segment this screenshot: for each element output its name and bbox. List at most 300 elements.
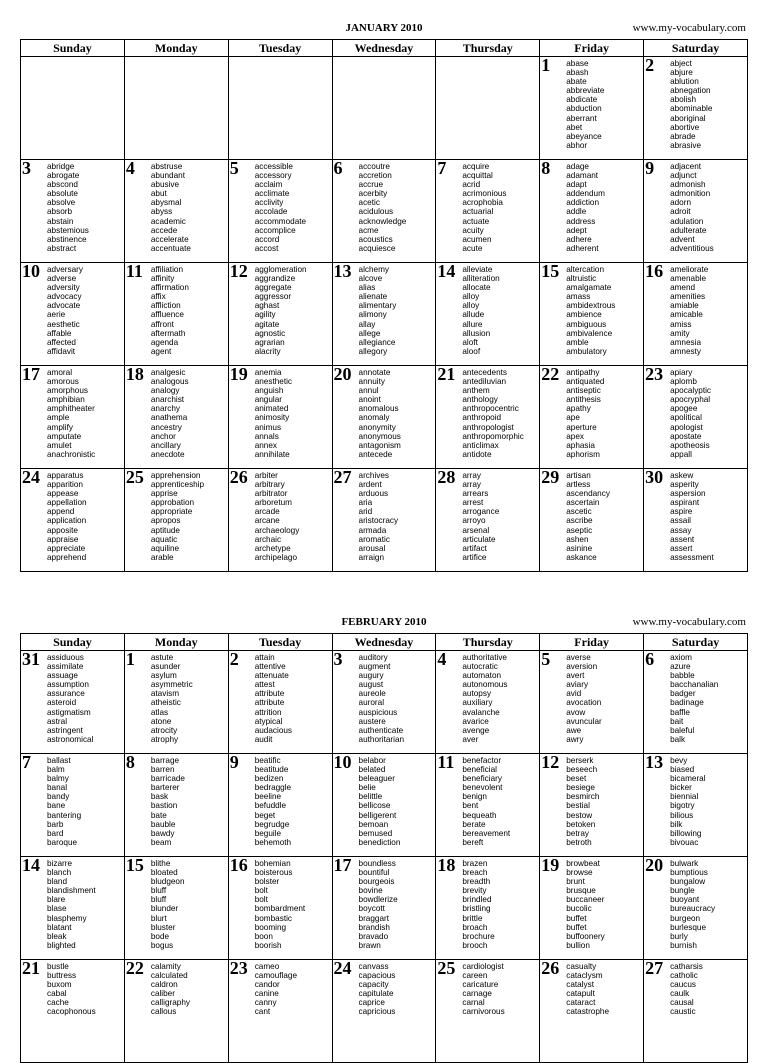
day-cell — [644, 160, 748, 263]
vocabulary-word: amphitheater — [47, 404, 95, 414]
vocabulary-word: antidote — [462, 449, 492, 459]
vocabulary-word: bemoan — [358, 819, 389, 829]
vocabulary-word: boundless — [358, 859, 396, 868]
vocabulary-word: articulate — [462, 534, 496, 544]
vocabulary-word: anthropologist — [462, 422, 514, 432]
vocabulary-word: avow — [566, 707, 586, 717]
vocabulary-word: affable — [47, 328, 72, 338]
vocabulary-word: careen — [462, 971, 488, 981]
vocabulary-word: camouflage — [254, 971, 298, 981]
vocabulary-word: attribute — [254, 698, 285, 708]
vocabulary-word: burnish — [670, 940, 697, 950]
vocabulary-word: blighted — [47, 940, 76, 950]
vocabulary-word: attest — [254, 680, 275, 690]
vocabulary-word: acute — [462, 243, 483, 253]
vocabulary-list — [670, 162, 745, 253]
vocabulary-word: ardent — [358, 480, 382, 490]
vocabulary-word: caulk — [670, 989, 690, 999]
vocabulary-word: baroque — [47, 837, 78, 847]
vocabulary-word: anoint — [358, 395, 381, 405]
vocabulary-word: arraign — [358, 552, 385, 562]
vocabulary-word: accommodate — [254, 216, 307, 226]
vocabulary-word: amiable — [670, 301, 699, 311]
vocabulary-word: bequeath — [462, 810, 497, 820]
vocabulary-word: antediluvian — [462, 377, 507, 387]
day-number: 1 — [541, 56, 551, 75]
vocabulary-word: azure — [670, 662, 691, 672]
vocabulary-word: anonymity — [358, 422, 396, 432]
vocabulary-word: arcade — [254, 507, 280, 517]
vocabulary-word: alcove — [358, 274, 383, 284]
vocabulary-word: abstract — [47, 243, 77, 253]
vocabulary-word: abrogate — [47, 171, 80, 181]
vocabulary-word: bowdlerize — [358, 895, 398, 905]
day-cell — [124, 57, 228, 160]
vocabulary-word: alliteration — [462, 274, 500, 284]
week-row — [21, 754, 748, 857]
vocabulary-word: askance — [566, 552, 597, 562]
day-number: 4 — [125, 159, 135, 178]
vocabulary-word: asunder — [150, 662, 181, 672]
vocabulary-word: audacious — [254, 725, 293, 735]
vocabulary-word: astral — [47, 716, 68, 726]
vocabulary-word: appropriate — [150, 507, 193, 517]
vocabulary-word: allure — [462, 319, 483, 329]
vocabulary-word: annul — [358, 386, 379, 396]
vocabulary-word: blandishment — [47, 886, 96, 896]
day-number: 26 — [229, 468, 248, 487]
vocabulary-word: arbiter — [254, 471, 278, 480]
day-cell — [228, 754, 332, 857]
day-cell — [540, 960, 644, 1063]
vocabulary-list — [462, 756, 537, 847]
day-number: 5 — [541, 650, 551, 669]
vocabulary-word: blase — [47, 904, 67, 914]
vocabulary-word: bizarre — [47, 859, 73, 868]
vocabulary-word: bolster — [254, 877, 280, 887]
vocabulary-word: amorphous — [47, 386, 88, 396]
vocabulary-word: aquiline — [150, 543, 180, 553]
vocabulary-word: badinage — [670, 698, 704, 708]
vocabulary-word: belabor — [358, 756, 386, 765]
vocabulary-word: analgesic — [150, 368, 186, 377]
day-number: 27 — [333, 468, 352, 487]
vocabulary-word: breach — [462, 868, 488, 878]
vocabulary-word: aspirant — [670, 498, 700, 508]
day-cell — [644, 57, 748, 160]
vocabulary-word: antagonism — [358, 440, 401, 450]
month-grid — [20, 633, 748, 1063]
week-row — [21, 366, 748, 469]
day-number: 29 — [541, 468, 560, 487]
day-cell — [436, 366, 540, 469]
vocabulary-word: cache — [47, 998, 69, 1008]
weekday-header: Tuesday — [228, 634, 332, 651]
vocabulary-word: accessory — [254, 171, 292, 181]
vocabulary-list — [47, 756, 122, 847]
vocabulary-word: boycott — [358, 904, 385, 914]
vocabulary-list — [255, 368, 330, 459]
vocabulary-word: caucus — [670, 980, 697, 990]
vocabulary-word: agility — [254, 310, 276, 320]
vocabulary-word: behemoth — [254, 837, 292, 847]
vocabulary-word: beset — [566, 774, 587, 784]
vocabulary-word: atone — [150, 716, 172, 726]
day-number: 18 — [125, 365, 144, 384]
day-cell — [21, 857, 125, 960]
vocabulary-word: astringent — [47, 725, 83, 735]
vocabulary-word: abstain — [47, 216, 74, 226]
day-cell — [540, 366, 644, 469]
week-row — [21, 57, 748, 160]
day-cell — [21, 469, 125, 572]
day-number: 17 — [22, 365, 40, 384]
vocabulary-word: bumptious — [670, 868, 708, 878]
vocabulary-word: bode — [150, 931, 170, 941]
vocabulary-word: catharsis — [670, 962, 703, 971]
vocabulary-word: caldron — [150, 980, 178, 990]
weekday-header: Monday — [124, 40, 228, 57]
vocabulary-list — [566, 962, 641, 1017]
vocabulary-word: banal — [47, 783, 68, 793]
vocabulary-word: apposite — [47, 525, 78, 535]
vocabulary-word: archetype — [254, 543, 291, 553]
vocabulary-word: bicker — [670, 783, 692, 793]
vocabulary-word: anticlimax — [462, 440, 499, 450]
vocabulary-word: catapult — [566, 989, 595, 999]
vocabulary-word: apotheosis — [670, 440, 710, 450]
vocabulary-word: apparatus — [47, 471, 84, 480]
week-row — [21, 263, 748, 366]
vocabulary-word: accost — [254, 243, 279, 253]
vocabulary-word: burgeon — [670, 913, 701, 923]
vocabulary-word: accoutre — [358, 162, 390, 171]
day-cell — [436, 651, 540, 754]
vocabulary-word: audit — [254, 734, 273, 744]
vocabulary-word: bristling — [462, 904, 491, 914]
vocabulary-word: bombardment — [254, 904, 306, 914]
weekday-header-row — [21, 634, 748, 651]
vocabulary-word: beguile — [254, 828, 282, 838]
vocabulary-word: aftermath — [150, 328, 186, 338]
site-url: www.my-vocabulary.com — [632, 616, 746, 628]
day-number: 28 — [437, 468, 456, 487]
vocabulary-word: brittle — [462, 913, 483, 923]
day-cell — [540, 160, 644, 263]
vocabulary-word: brawn — [358, 940, 381, 950]
vocabulary-word: brandish — [358, 922, 390, 932]
vocabulary-word: accentuate — [150, 243, 191, 253]
vocabulary-list — [255, 756, 330, 847]
vocabulary-word: amulet — [47, 440, 72, 450]
vocabulary-word: ambience — [566, 310, 602, 320]
day-cell — [21, 160, 125, 263]
vocabulary-word: anachronistic — [47, 449, 96, 459]
month-title: FEBRUARY 2010 — [341, 616, 427, 628]
vocabulary-word: bullion — [566, 940, 590, 950]
vocabulary-word: advent — [670, 234, 695, 244]
vocabulary-word: barrage — [150, 756, 180, 765]
vocabulary-word: autonomous — [462, 680, 508, 690]
vocabulary-list — [47, 653, 122, 744]
vocabulary-word: ambiguous — [566, 319, 607, 329]
vocabulary-word: bauble — [150, 819, 176, 829]
vocabulary-word: agglomeration — [254, 265, 307, 274]
vocabulary-word: aghast — [254, 301, 280, 311]
vocabulary-word: asinine — [566, 543, 593, 553]
vocabulary-word: antecedents — [462, 368, 507, 377]
day-cell — [21, 366, 125, 469]
day-cell — [540, 263, 644, 366]
day-number: 4 — [437, 650, 447, 669]
vocabulary-list — [462, 859, 537, 950]
vocabulary-word: assuage — [47, 671, 78, 681]
vocabulary-list — [151, 653, 226, 744]
vocabulary-word: addendum — [566, 189, 605, 199]
vocabulary-list — [566, 265, 641, 356]
week-row — [21, 160, 748, 263]
vocabulary-word: aureole — [358, 689, 386, 699]
vocabulary-word: assimilate — [47, 662, 84, 672]
vocabulary-word: bivouac — [670, 837, 699, 847]
vocabulary-word: catalyst — [566, 980, 594, 990]
week-row — [21, 651, 748, 754]
vocabulary-word: bourgeois — [358, 877, 395, 887]
vocabulary-list — [151, 859, 226, 950]
vocabulary-word: blurt — [150, 913, 167, 923]
day-number: 1 — [125, 650, 135, 669]
vocabulary-word: beatitude — [254, 765, 289, 775]
vocabulary-word: approbation — [150, 498, 195, 508]
vocabulary-word: arbitrator — [254, 489, 288, 499]
vocabulary-word: abolish — [670, 95, 697, 105]
vocabulary-word: apocalyptic — [670, 386, 712, 396]
vocabulary-word: aversion — [566, 662, 598, 672]
day-number: 14 — [437, 262, 456, 281]
vocabulary-word: apologist — [670, 422, 703, 432]
vocabulary-word: bestow — [566, 810, 593, 820]
vocabulary-list — [255, 265, 330, 356]
vocabulary-word: allay — [358, 319, 376, 329]
day-number: 21 — [437, 365, 456, 384]
vocabulary-list — [670, 59, 745, 150]
vocabulary-word: august — [358, 680, 384, 690]
vocabulary-word: browbeat — [566, 859, 600, 868]
vocabulary-list — [566, 368, 641, 459]
vocabulary-word: abdicate — [566, 95, 598, 105]
vocabulary-word: acumen — [462, 234, 492, 244]
vocabulary-word: bland — [47, 877, 68, 887]
vocabulary-word: bilious — [670, 810, 694, 820]
vocabulary-word: calculated — [150, 971, 188, 981]
vocabulary-word: acerbity — [358, 189, 388, 199]
vocabulary-word: accelerate — [150, 234, 189, 244]
vocabulary-word: appreciate — [47, 543, 86, 553]
vocabulary-word: bluster — [150, 922, 176, 932]
vocabulary-word: animated — [254, 404, 289, 414]
vocabulary-word: aristocracy — [358, 516, 399, 526]
day-cell — [332, 754, 436, 857]
vocabulary-word: alimony — [358, 310, 387, 320]
vocabulary-word: agrarian — [254, 337, 285, 347]
vocabulary-word: beeline — [254, 792, 282, 802]
vocabulary-word: affirmation — [150, 283, 189, 293]
day-number: 20 — [645, 856, 664, 875]
vocabulary-word: abyss — [150, 207, 173, 217]
vocabulary-word: aphasia — [566, 440, 595, 450]
vocabulary-word: blanch — [47, 868, 72, 878]
vocabulary-word: ambidextrous — [566, 301, 616, 311]
vocabulary-word: amble — [566, 337, 589, 347]
day-number: 5 — [229, 159, 239, 178]
day-cell — [124, 263, 228, 366]
vocabulary-word: agent — [150, 346, 172, 356]
day-number: 23 — [645, 365, 664, 384]
vocabulary-word: anthem — [462, 386, 490, 396]
day-cell — [21, 57, 125, 160]
vocabulary-word: avocation — [566, 698, 602, 708]
vocabulary-word: apiary — [670, 368, 693, 377]
day-cell — [644, 857, 748, 960]
vocabulary-word: ashen — [566, 534, 589, 544]
vocabulary-word: benign — [462, 792, 487, 802]
vocabulary-word: assiduous — [47, 653, 84, 662]
vocabulary-list — [670, 756, 745, 847]
day-number: 7 — [437, 159, 447, 178]
vocabulary-word: canine — [254, 989, 279, 999]
vocabulary-word: burlesque — [670, 922, 707, 932]
vocabulary-word: barb — [47, 819, 64, 829]
vocabulary-word: abjure — [670, 68, 693, 78]
day-number: 2 — [229, 650, 239, 669]
vocabulary-word: ablution — [670, 77, 699, 87]
vocabulary-word: allude — [462, 310, 485, 320]
vocabulary-word: bungalow — [670, 877, 706, 887]
vocabulary-word: belie — [358, 783, 376, 793]
vocabulary-word: autopsy — [462, 689, 492, 699]
vocabulary-word: adversity — [47, 283, 80, 293]
day-number: 16 — [229, 856, 248, 875]
vocabulary-word: benediction — [358, 837, 401, 847]
vocabulary-word: abstinence — [47, 234, 87, 244]
vocabulary-word: address — [566, 216, 596, 226]
vocabulary-word: astronomical — [47, 734, 94, 744]
vocabulary-word: annex — [254, 440, 277, 450]
day-number: 16 — [645, 262, 664, 281]
vocabulary-word: balk — [670, 734, 686, 744]
vocabulary-word: angular — [254, 395, 283, 405]
vocabulary-word: astigmatism — [47, 707, 91, 717]
vocabulary-word: awry — [566, 734, 584, 744]
vocabulary-word: avert — [566, 671, 585, 681]
vocabulary-list — [566, 653, 641, 744]
day-cell — [228, 469, 332, 572]
vocabulary-word: bait — [670, 716, 684, 726]
day-cell — [124, 469, 228, 572]
vocabulary-word: amplify — [47, 422, 73, 432]
vocabulary-word: cant — [254, 1007, 271, 1017]
vocabulary-word: acetic — [358, 198, 380, 208]
vocabulary-list — [462, 368, 537, 459]
day-number: 22 — [125, 959, 144, 978]
vocabulary-word: bulwark — [670, 859, 699, 868]
vocabulary-word: assurance — [47, 689, 85, 699]
vocabulary-word: amputate — [47, 431, 82, 441]
vocabulary-list — [566, 59, 641, 150]
vocabulary-list — [151, 962, 226, 1017]
vocabulary-word: agitate — [254, 319, 280, 329]
day-cell — [644, 263, 748, 366]
vocabulary-word: anarchist — [150, 395, 185, 405]
vocabulary-word: bogus — [150, 940, 174, 950]
vocabulary-word: accord — [254, 234, 280, 244]
vocabulary-list — [47, 368, 122, 459]
vocabulary-word: bent — [462, 801, 479, 811]
vocabulary-word: anecdote — [150, 449, 185, 459]
vocabulary-word: attenuate — [254, 671, 289, 681]
vocabulary-word: buttress — [47, 971, 77, 981]
day-cell — [644, 651, 748, 754]
vocabulary-word: browse — [566, 868, 593, 878]
vocabulary-word: callous — [150, 1007, 177, 1017]
vocabulary-word: addiction — [566, 198, 599, 208]
vocabulary-word: acrophobia — [462, 198, 503, 208]
vocabulary-word: armada — [358, 525, 387, 535]
weekday-header: Thursday — [436, 634, 540, 651]
weekday-header: Saturday — [644, 634, 748, 651]
vocabulary-word: autocratic — [462, 662, 498, 672]
day-cell — [436, 57, 540, 160]
vocabulary-word: abrade — [670, 131, 696, 141]
day-cell — [644, 960, 748, 1063]
vocabulary-word: anthology — [462, 395, 498, 405]
vocabulary-word: antiquated — [566, 377, 605, 387]
vocabulary-word: alimentary — [358, 301, 397, 311]
vocabulary-word: anonymous — [358, 431, 401, 441]
vocabulary-word: attentive — [254, 662, 286, 672]
vocabulary-word: altercation — [566, 265, 604, 274]
vocabulary-word: atypical — [254, 716, 283, 726]
vocabulary-word: breadth — [462, 877, 491, 887]
vocabulary-word: barren — [150, 765, 175, 775]
vocabulary-word: artisan — [566, 471, 591, 480]
day-cell — [228, 57, 332, 160]
vocabulary-word: attribute — [254, 689, 285, 699]
vocabulary-word: baleful — [670, 725, 695, 735]
vocabulary-word: array — [462, 480, 482, 490]
vocabulary-list — [359, 162, 434, 253]
vocabulary-word: abut — [150, 189, 167, 199]
vocabulary-word: cacophonous — [47, 1007, 96, 1017]
vocabulary-word: analogous — [150, 377, 189, 387]
vocabulary-list — [255, 162, 330, 253]
vocabulary-word: aviary — [566, 680, 589, 690]
vocabulary-word: beseech — [566, 765, 598, 775]
day-number: 11 — [125, 262, 143, 281]
vocabulary-word: avenge — [462, 725, 490, 735]
vocabulary-word: bravado — [358, 931, 389, 941]
vocabulary-word: ameliorate — [670, 265, 709, 274]
vocabulary-word: authoritative — [462, 653, 507, 662]
vocabulary-word: auditory — [358, 653, 388, 662]
vocabulary-word: bleak — [47, 931, 67, 941]
vocabulary-word: atlas — [150, 707, 169, 717]
vocabulary-word: ample — [47, 413, 70, 423]
day-number: 3 — [22, 159, 31, 178]
vocabulary-word: capacity — [358, 980, 389, 990]
vocabulary-word: anomalous — [358, 404, 399, 414]
day-number: 12 — [229, 262, 248, 281]
